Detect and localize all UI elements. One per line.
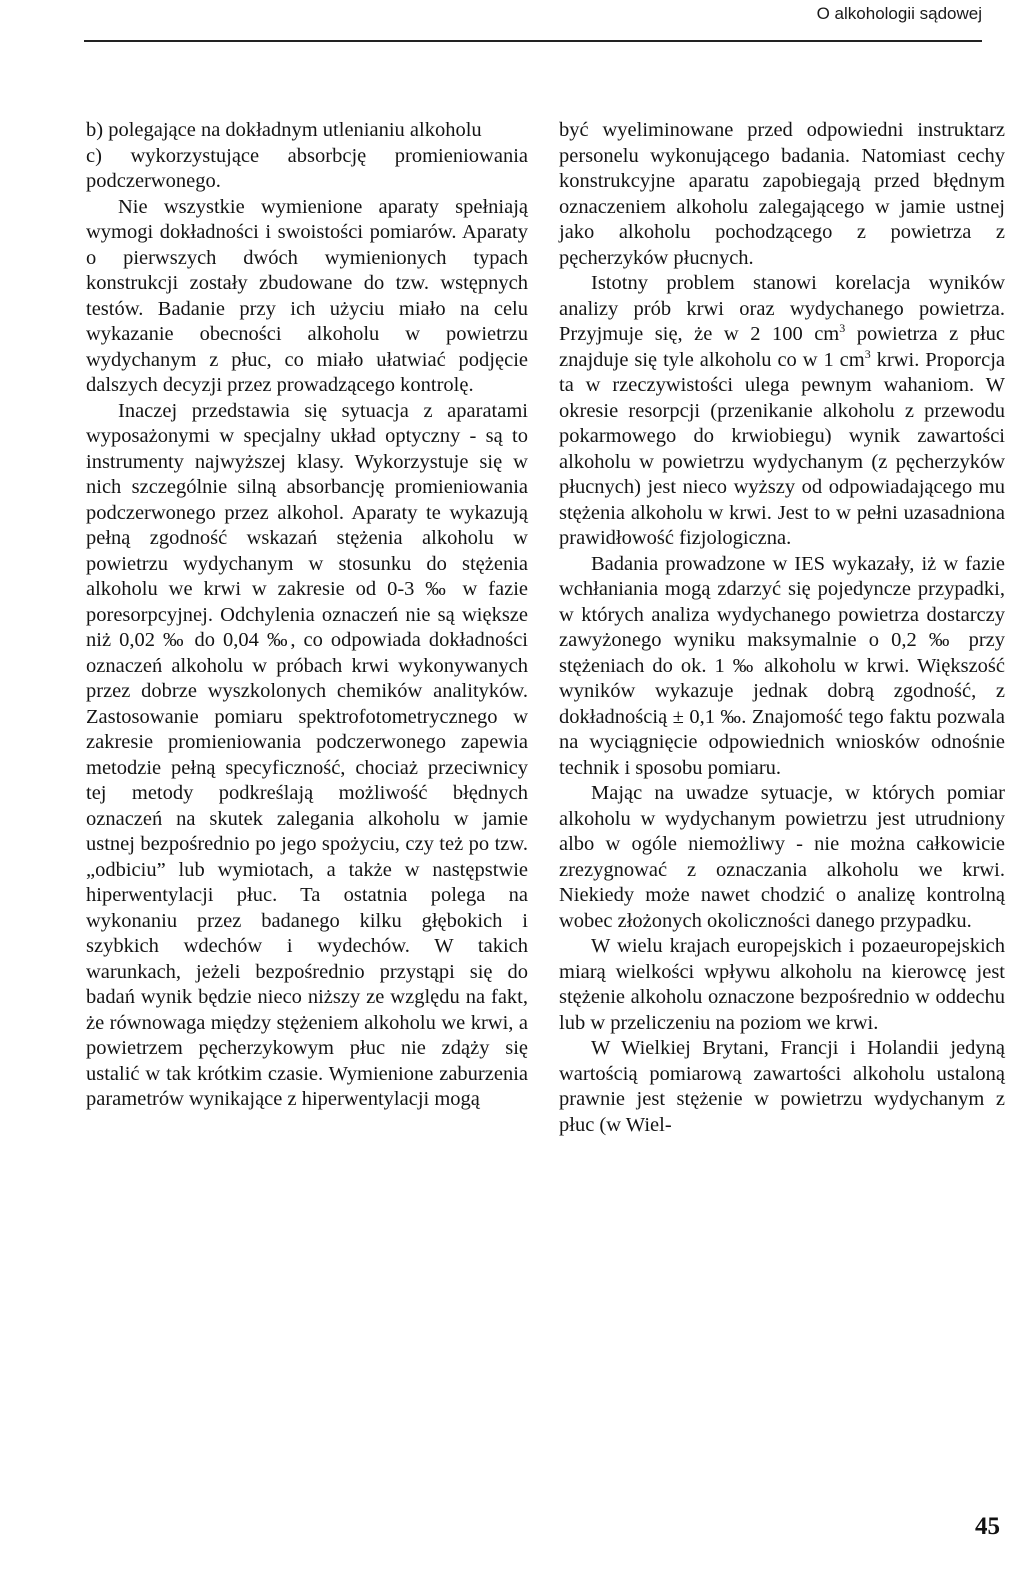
header-rule bbox=[84, 40, 982, 42]
right-column bbox=[559, 118, 1005, 1138]
paragraph-continuation: być wyeliminowane przed odpowiedni instruktarz personelu wykonującego badania. Natomiast cechy konstrukcyjne aparatu zapobiegają przed błędnym oznaczeniem alkoholu zalegającego w jamie ustnej jako alkoholu pochodzącego z powietrza z pęcherzyków płucnych. bbox=[559, 119, 1005, 269]
left-column bbox=[86, 118, 528, 1113]
text-fragment: krwi. Proporcja ta w rzeczywistości ulega pewnym wahaniom. W okresie resorpcji (przenikanie alkoholu z przewodu pokarmowego do krwiobiegu) wynik zawartości alkoholu w powietrzu wydychanym (z pęcherzyków płucnych) jest nieco wyższy od odpowiadającego mu stężenia alkoholu w krwi. Jest to w pełni uzasadniona prawidłowość fizjologiczna. bbox=[559, 348, 1005, 549]
superscript: 3 bbox=[839, 321, 846, 336]
paragraph-uklad-optyczny: Inaczej przedstawia się sytuacja z aparatami wyposażonymi w specjalny układ optyczny - są to instrumenty najwyższej klasy. Wykorzystuje się w nich szczególnie silną absorbancję promieniowania podczerwonego przez alkohol. Aparaty te wykazują pełną zgodność wskazań stężenia alkoholu w powietrzu wydychanym w stosunku do stężenia alkoholu we krwi w zakresie od 0-3 ‰ w fazie poresorpcyjnej. Odchylenia oznaczeń nie są większe niż 0,02 ‰ do 0,04 ‰, co odpowiada dokładności oznaczeń alkoholu w próbach krwi wykonywanych przez dobrze wyszkolonych chemików analityków. Zastosowanie pomiaru spektrofotometrycznego w zakresie promieniowania podczerwonego zapewia metodzie pełną specyficzność, chociaż przeciwnicy tej metody podkreślają możliwość błędnych oznaczeń na skutek zalegania alkoholu w jamie ustnej bezpośrednio po jego spożyciu, czy też po tzw. „odbiciu” lub wymiotach, a także w następstwie hiperwentylacji płuc. Ta ostatnia polega na wykonaniu przez badanego kilku głębokich i szybkich wdechów i wydechów. W takich warunkach, jeżeli bezpośrednio przystąpi się do badań wynik będzie nieco niższy ze względu na fakt, że równowaga między stężeniem alkoholu we krwi, a powietrzem pęcherzykowym płuc nie zdąży się ustalić w tak krótkim czasie. Wymienione zaburzenia parametrów wynikające z hiperwentylacji mogą bbox=[86, 399, 528, 1110]
paragraph-aparaty: Nie wszystkie wymienione aparaty spełniają wymogi dokładności i swoistości pomiarów. Aparaty o pierwszych dwóch wymienionych typach konstrukcji zostały zbudowane do tzw. wstępnych testów. Badanie przy ich użyciu miało na celu wykazanie obecności alkoholu w powietrzu wydychanym z płuc, co miało ułatwiać podjęcie dalszych decyzji przez prowadzącego kontrolę. bbox=[86, 195, 528, 396]
text-fragment: Istotny problem stanowi korelacja wyników analizy prób krwi oraz wydychanego powietrza. Przyjmuje się, że w 2 100 cm bbox=[559, 272, 1005, 345]
paragraph-sytuacje: Mając na uwadze sytuacje, w których pomiar alkoholu w wydychanym powietrzu jest utrudniony albo w ogóle niemożliwy - nie można całkowicie zrezygnować z oznaczania alkoholu we krwi. Niekiedy może nawet chodzić o analizę kontrolną wobec złożonych okoliczności danego przypadku. bbox=[559, 782, 1005, 932]
superscript: 3 bbox=[864, 346, 871, 361]
page-number: 45 bbox=[975, 1513, 1000, 1540]
paragraph-list-item-b: b) polegające na dokładnym utlenianiu alkoholu bbox=[86, 119, 482, 141]
running-header: O alkohologii sądowej bbox=[816, 4, 982, 23]
paragraph-list-item-c: c) wykorzystujące absorbcję promieniowania podczerwonego. bbox=[86, 144, 528, 192]
paragraph-korelacja bbox=[559, 271, 1005, 552]
paragraph-kraje-europejskie: W wielu krajach europejskich i pozaeuropejskich miarą wielkości wpływu alkoholu na kierowcę jest stężenie alkoholu oznaczone bezpośrednio w oddechu lub w przeliczeniu na poziom we krwi. bbox=[559, 935, 1005, 1034]
text-fragment: powietrza z płuc znajduje się tyle alkoholu co w 1 cm bbox=[559, 323, 1005, 371]
paragraph-badania-ies: Badania prowadzone w IES wykazały, iż w fazie wchłaniania mogą zdarzyć się pojedyncze przypadki, w których analiza wydychanego powietrza dostarczy zawyżonego wyniku maksymalnie o 0,2 ‰ przy stężeniach do ok. 1 ‰ alkoholu w krwi. Większość wyników wykazuje jednak dobrą zgodność, z dokładnością ± 0,1 ‰. Znajomość tego faktu pozwala na wyciągnięcie odpowiednich wniosków odnośnie technik i sposobu pomiaru. bbox=[559, 552, 1005, 779]
paragraph-wielka-brytania: W Wielkiej Brytani, Francji i Holandii jedyną wartością pomiarową zawartości alkoholu ustaloną prawnie jest stężenie w powietrzu wydychanym z płuc (w Wiel- bbox=[559, 1037, 1005, 1136]
